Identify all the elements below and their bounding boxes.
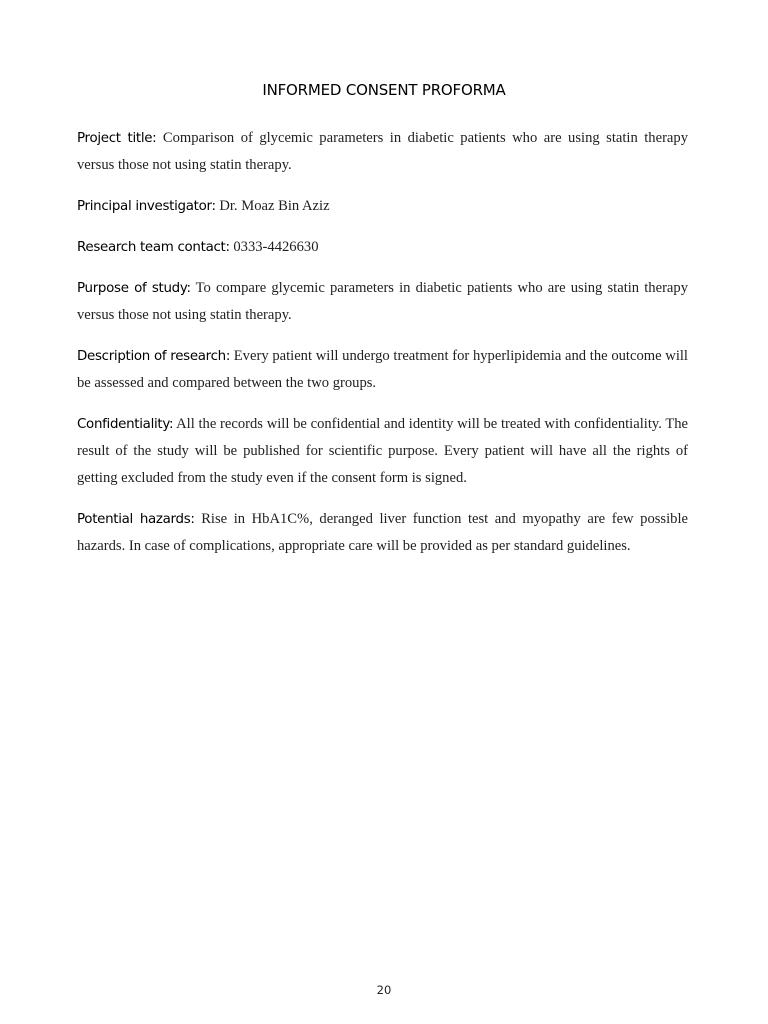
document-body xyxy=(77,125,688,574)
project-title-section xyxy=(77,125,688,179)
purpose-of-study-label: Purpose of study: xyxy=(77,281,191,296)
document-title: INFORMED CONSENT PROFORMA xyxy=(262,81,506,99)
confidentiality-label: Confidentiality: xyxy=(77,417,174,432)
research-team-contact-text: 0333-4426630 xyxy=(233,239,319,255)
project-title-text: Comparison of glycemic parameters in diabetic patients who are using statin therapy versus those not using statin therapy. xyxy=(77,130,688,173)
project-title-label: Project title: xyxy=(77,131,157,146)
potential-hazards-section xyxy=(77,506,688,560)
principal-investigator-section xyxy=(77,193,688,220)
research-team-contact-section xyxy=(77,234,688,261)
purpose-of-study-text: To compare glycemic parameters in diabetic patients who are using statin therapy versus those not using statin therapy. xyxy=(77,280,689,323)
purpose-of-study-section xyxy=(77,275,688,329)
principal-investigator-text: Dr. Moaz Bin Aziz xyxy=(219,198,330,214)
research-team-contact-label: Research team contact: xyxy=(77,240,230,255)
potential-hazards-text: Rise in HbA1C%, deranged liver function test and myopathy are few possible hazards. In case of complications, appropriate care will be provided as per standard guidelines. xyxy=(77,511,688,554)
confidentiality-text: All the records will be confidential and identity will be treated with confidentiality. The result of the study will be published for scientific purpose. Every patient will have all the rights of getting excluded from the study even if the consent form is signed. xyxy=(77,416,689,486)
description-of-research-section xyxy=(77,343,688,397)
description-of-research-label: Description of research: xyxy=(77,349,231,364)
description-of-research-text: Every patient will undergo treatment for hyperlipidemia and the outcome will be assessed and compared between the two groups. xyxy=(77,348,688,391)
principal-investigator-label: Principal investigator: xyxy=(77,199,216,214)
page-number: 20 xyxy=(376,983,392,997)
confidentiality-section xyxy=(77,411,688,492)
potential-hazards-label: Potential hazards: xyxy=(77,512,195,527)
